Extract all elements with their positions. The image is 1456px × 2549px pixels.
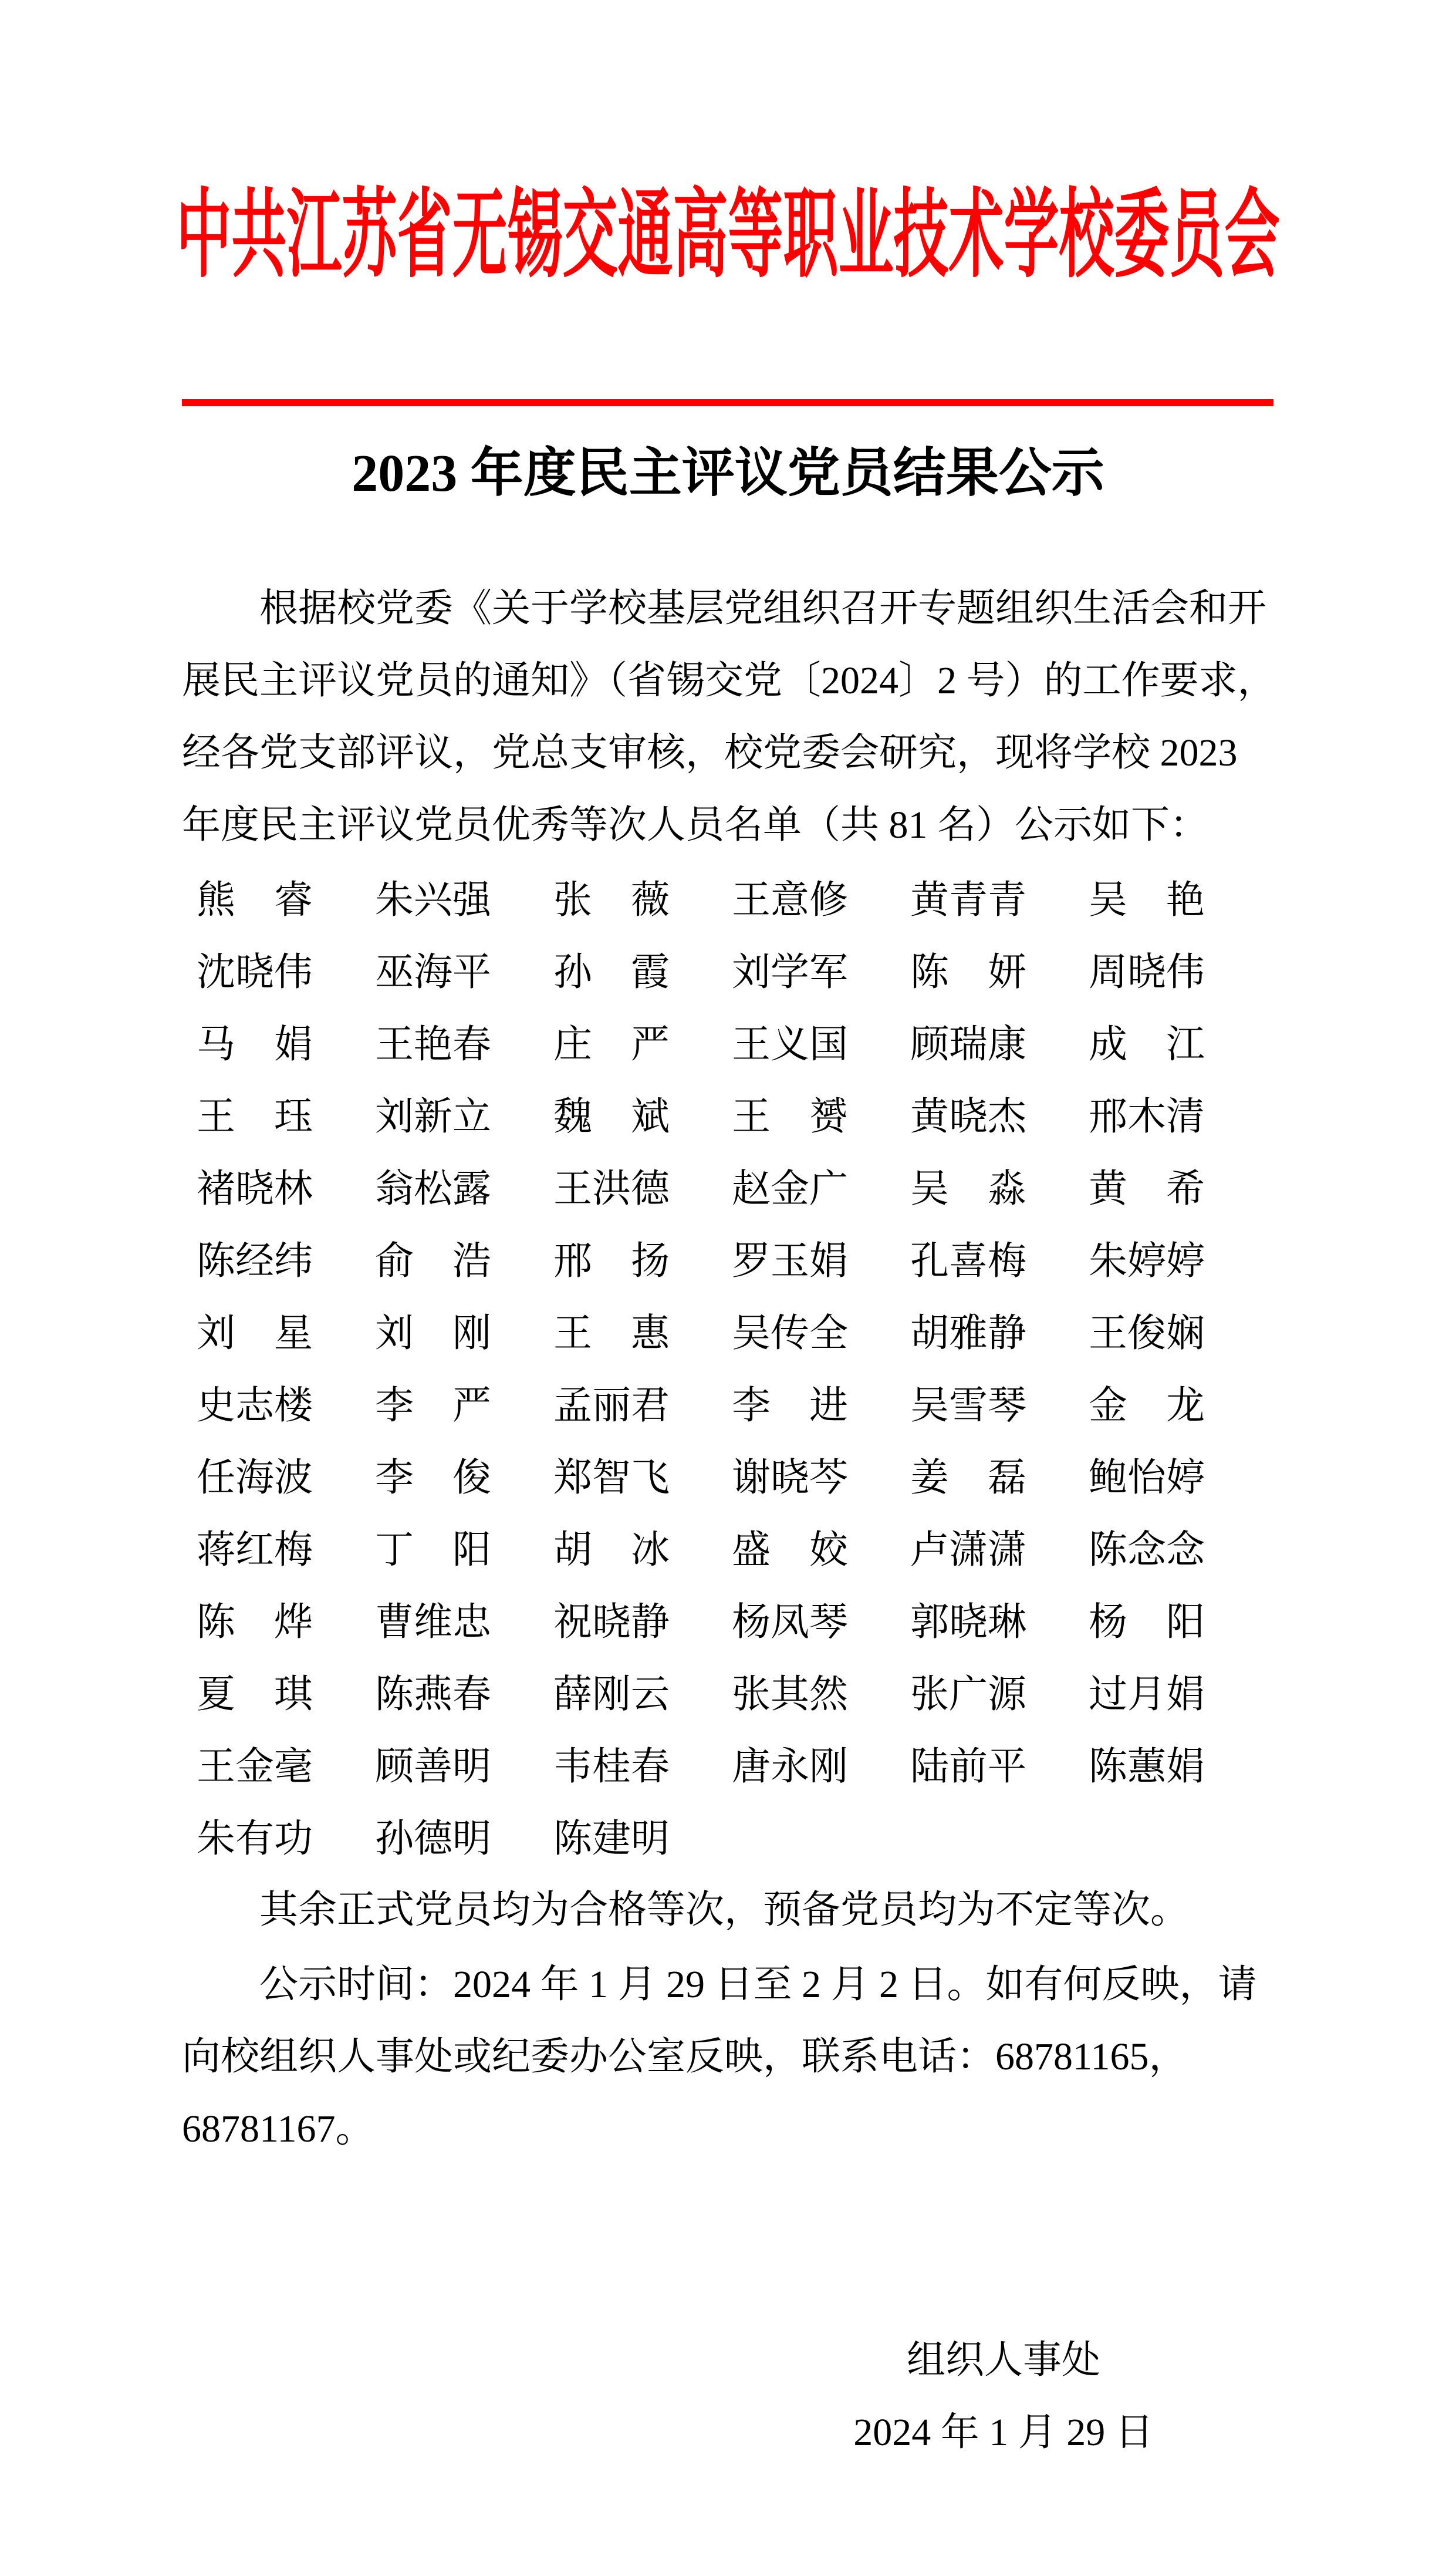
member-name: 陈蕙娟 <box>1089 1745 1205 1788</box>
member-name: 郭晓琳 <box>910 1601 1026 1644</box>
member-name: 金 龙 <box>1089 1384 1205 1427</box>
member-name: 邢 扬 <box>553 1240 670 1283</box>
intro-line: 年度民主评议党员优秀等次人员名单（共 81 名）公示如下： <box>182 804 1208 847</box>
member-name: 赵金广 <box>732 1168 848 1211</box>
member-name: 陈念念 <box>1089 1529 1205 1572</box>
member-name: 李 俊 <box>375 1456 491 1499</box>
member-name: 王金毫 <box>197 1745 313 1788</box>
member-name: 王艳春 <box>375 1023 491 1066</box>
note-line: 其余正式党员均为合格等次，预备党员均为不定等次。 <box>259 1889 1189 1931</box>
name-row <box>197 1658 1253 1731</box>
member-name: 朱有功 <box>197 1818 313 1860</box>
member-name: 黄 希 <box>1089 1168 1205 1211</box>
name-row <box>197 1586 1253 1658</box>
member-name: 陆前平 <box>910 1745 1026 1788</box>
member-name: 唐永刚 <box>732 1745 848 1788</box>
member-name: 胡雅静 <box>910 1312 1026 1355</box>
member-name: 成 江 <box>1089 1023 1205 1066</box>
name-row <box>197 1803 1253 1875</box>
member-name: 刘学军 <box>732 951 848 994</box>
member-name: 陈 烨 <box>197 1601 313 1644</box>
member-name: 魏 斌 <box>553 1095 670 1138</box>
member-name: 庄 严 <box>553 1023 670 1066</box>
member-name: 罗玉娟 <box>732 1240 848 1283</box>
member-name: 史志楼 <box>197 1384 313 1427</box>
member-name: 卢潇潇 <box>910 1529 1026 1572</box>
closing-line: 向校组织人事处或纪委办公室反映，联系电话：68781165， <box>182 2035 1188 2078</box>
member-name: 王 惠 <box>553 1312 670 1355</box>
signature-date: 2024 年 1 月 29 日 <box>853 2411 1154 2454</box>
member-name: 吴 艳 <box>1089 879 1205 922</box>
name-row <box>197 1514 1253 1586</box>
name-row <box>197 936 1253 1009</box>
member-name: 鲍怡婷 <box>1089 1456 1205 1499</box>
signature-department: 组织人事处 <box>907 2339 1100 2382</box>
name-grid <box>197 864 1253 1875</box>
member-name: 陈 妍 <box>910 951 1026 994</box>
member-name: 郑智飞 <box>553 1456 670 1499</box>
member-name: 杨 阳 <box>1089 1601 1205 1644</box>
intro-line: 展民主评议党员的通知》（省锡交党〔2024〕2 号）的工作要求， <box>182 659 1276 702</box>
intro-line: 经各党支部评议，党总支审核，校党委会研究，现将学校 2023 <box>182 731 1238 774</box>
member-name: 任海波 <box>197 1456 313 1499</box>
name-row <box>197 1442 1253 1514</box>
member-name: 李 严 <box>375 1384 491 1427</box>
member-name: 吴雪琴 <box>910 1384 1026 1427</box>
member-name: 刘 星 <box>197 1312 313 1355</box>
member-name: 韦桂春 <box>553 1745 670 1788</box>
member-name: 盛 姣 <box>732 1529 848 1572</box>
member-name: 刘 刚 <box>375 1312 491 1355</box>
member-name: 陈经纬 <box>197 1240 313 1283</box>
member-name: 巫海平 <box>375 951 491 994</box>
member-name: 黄晓杰 <box>910 1095 1026 1138</box>
closing-paragraph <box>182 1948 1273 2165</box>
member-name: 吴 淼 <box>910 1168 1026 1211</box>
member-name: 褚晓林 <box>197 1168 313 1211</box>
member-name: 张其然 <box>732 1673 848 1716</box>
member-name: 谢晓芩 <box>732 1456 848 1499</box>
member-name: 俞 浩 <box>375 1240 491 1283</box>
name-row <box>197 1297 1253 1370</box>
member-name: 陈燕春 <box>375 1673 491 1716</box>
signature-block <box>710 2323 1297 2467</box>
member-name: 陈建明 <box>553 1818 670 1860</box>
member-name: 薛刚云 <box>553 1673 670 1716</box>
member-name: 李 进 <box>732 1384 848 1427</box>
member-name: 翁松露 <box>375 1168 491 1211</box>
member-name: 邢木清 <box>1089 1095 1205 1138</box>
member-name: 王 珏 <box>197 1095 313 1138</box>
member-name: 马 娟 <box>197 1023 313 1066</box>
member-name: 姜 磊 <box>910 1456 1026 1499</box>
member-name: 周晓伟 <box>1089 951 1205 994</box>
intro-paragraph <box>182 572 1276 861</box>
member-name: 顾瑞康 <box>910 1023 1026 1066</box>
org-title: 中共江苏省无锡交通高等职业技术学校委员会 <box>176 183 1280 290</box>
member-name: 沈晓伟 <box>197 951 313 994</box>
member-name: 黄青青 <box>910 879 1026 922</box>
name-row <box>197 864 1253 936</box>
member-name: 夏 琪 <box>197 1673 313 1716</box>
member-name: 蒋红梅 <box>197 1529 313 1572</box>
member-name: 刘新立 <box>375 1095 491 1138</box>
member-name: 祝晓静 <box>553 1601 670 1644</box>
member-name: 王 赟 <box>732 1095 848 1138</box>
member-name: 丁 阳 <box>375 1529 491 1572</box>
name-row <box>197 1370 1253 1442</box>
member-name: 孔喜梅 <box>910 1240 1026 1283</box>
member-name: 孟丽君 <box>553 1384 670 1427</box>
member-name: 孙德明 <box>375 1818 491 1860</box>
document-title: 2023 年度民主评议党员结果公示 <box>352 444 1104 503</box>
member-name: 胡 冰 <box>553 1529 670 1572</box>
member-name: 王洪德 <box>553 1168 670 1211</box>
member-name: 朱兴强 <box>375 879 491 922</box>
member-name: 顾善明 <box>375 1745 491 1788</box>
name-row <box>197 1225 1253 1297</box>
member-name: 王意修 <box>732 879 848 922</box>
red-divider <box>182 399 1273 406</box>
name-row <box>197 1081 1253 1153</box>
member-name: 吴传全 <box>732 1312 848 1355</box>
name-row <box>197 1009 1253 1081</box>
member-name: 杨凤琴 <box>732 1601 848 1644</box>
note-paragraph <box>182 1874 1273 1946</box>
member-name: 孙 霞 <box>553 951 670 994</box>
name-row <box>197 1153 1253 1225</box>
member-name: 王义国 <box>732 1023 848 1066</box>
name-row <box>197 1731 1253 1803</box>
closing-line: 公示时间：2024 年 1 月 29 日至 2 月 2 日。如有何反映，请 <box>259 1963 1257 2006</box>
intro-line: 根据校党委《关于学校基层党组织召开专题组织生活会和开 <box>259 587 1266 630</box>
member-name: 张 薇 <box>553 879 670 922</box>
member-name: 张广源 <box>910 1673 1026 1716</box>
member-name: 曹维忠 <box>375 1601 491 1644</box>
closing-line: 68781167。 <box>182 2108 374 2150</box>
member-name: 过月娟 <box>1089 1673 1205 1716</box>
member-name: 熊 睿 <box>197 879 313 922</box>
member-name: 朱婷婷 <box>1089 1240 1205 1283</box>
member-name: 王俊娴 <box>1089 1312 1205 1355</box>
